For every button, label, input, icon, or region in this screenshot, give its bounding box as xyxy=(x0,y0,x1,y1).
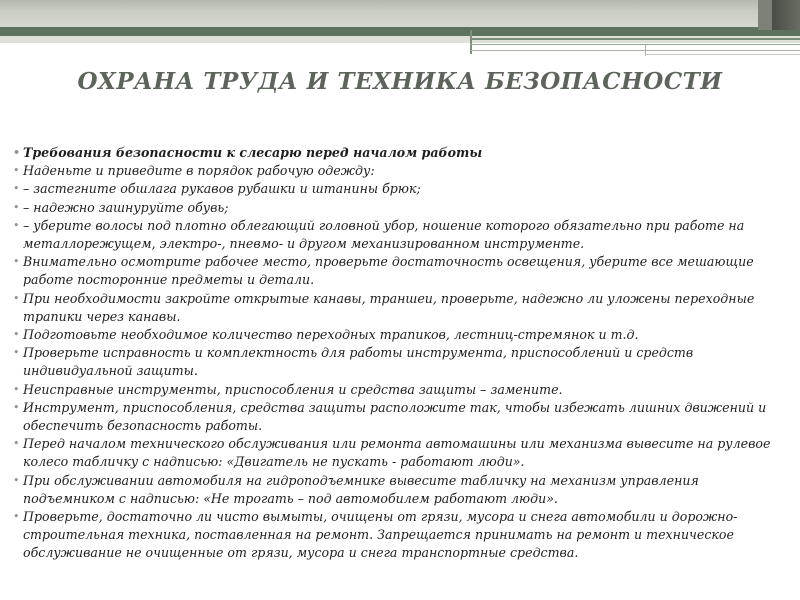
list-item xyxy=(13,144,783,162)
bullet-icon: • xyxy=(13,200,20,214)
header-band xyxy=(0,0,800,27)
bullet-icon: • xyxy=(13,473,20,487)
list-item xyxy=(13,472,783,508)
list-item xyxy=(13,508,783,563)
list-item-text: Инструмент, приспособления, средства защиты расположите так, чтобы избежать лишних движений и обеспечить безопасность работы. xyxy=(23,399,767,434)
bullet-icon: • xyxy=(13,218,20,232)
bullet-icon: • xyxy=(13,291,20,305)
list-item xyxy=(13,290,783,326)
bullet-icon: • xyxy=(13,328,20,342)
list-item-text: Проверьте исправность и комплектность для работы инструмента, приспособлений и средств индивидуальной защиты. xyxy=(23,345,694,379)
list-item xyxy=(13,162,783,180)
list-item-text: Требования безопасности к слесарю перед началом работы xyxy=(23,145,483,160)
decor-line xyxy=(470,50,800,51)
list-item-text: Внимательно осмотрите рабочее место, проверьте достаточность освещения, уберите все мешающие работе посторонние предметы и детали. xyxy=(23,254,754,288)
list-item-text: Неисправные инструменты, приспособления и средства защиты – замените. xyxy=(23,381,563,397)
list-item-text: При необходимости закройте открытые канавы, траншеи, проверьте, надежно ли уложены переходные трапики через канавы. xyxy=(23,290,755,324)
list-item xyxy=(13,253,783,289)
list-item-text: Проверьте, достаточно ли чисто вымыты, очищены от грязи, мусора и снега автомобили и дорожно-строительная техника, поставленная на ремонт. Запрещается принимать на ремонт и техническое обслуживание не очищенные от грязи, мусора и снега транспортные средства. xyxy=(23,509,738,561)
bullet-icon: • xyxy=(13,146,21,159)
list-item xyxy=(13,180,783,198)
list-item-text: При обслуживании автомобиля на гидроподъемнике вывесите табличку на механизм управления подъемником с надписью: «Не трогать – под автомобилем работают люди». xyxy=(23,472,699,506)
corner-decoration-dark xyxy=(772,0,800,30)
slide-title: ОХРАНА ТРУДА И ТЕХНИКА БЕЗОПАСНОСТИ xyxy=(77,68,723,95)
decor-line xyxy=(470,38,800,40)
decor-line xyxy=(645,54,800,55)
bullet-list xyxy=(13,144,783,563)
decor-line xyxy=(470,44,800,45)
bullet-icon: • xyxy=(13,437,20,451)
bullet-icon: • xyxy=(13,400,20,414)
corner-decoration xyxy=(758,0,772,30)
list-item-text: – надежно зашнуруйте обувь; xyxy=(23,199,229,215)
bullet-icon: • xyxy=(13,346,20,360)
header-accent-stripe xyxy=(0,27,800,36)
list-item-text: Подготовьте необходимое количество переходных трапиков, лестниц-стремянок и т.д. xyxy=(23,327,639,343)
list-item-text: Перед началом технического обслуживания или ремонта автомашины или механизма вывесите на рулевое колесо табличку с надписью: «Двигатель не пускать - работают люди». xyxy=(23,436,771,470)
bullet-icon: • xyxy=(13,255,20,269)
bullet-icon: • xyxy=(13,382,20,396)
list-item-text: Наденьте и приведите в порядок рабочую одежду: xyxy=(23,163,375,179)
list-item-text: – уберите волосы под плотно облегающий головной убор, ношение которого обязательно при работе на металлорежущем, электро-, пневмо- и другом механизированном инструменте. xyxy=(23,217,745,252)
list-item xyxy=(13,381,783,399)
list-item xyxy=(13,344,783,380)
list-item xyxy=(13,199,783,217)
bullet-icon: • xyxy=(13,182,20,196)
list-item xyxy=(13,326,783,344)
bullet-icon: • xyxy=(13,510,20,524)
list-item xyxy=(13,399,783,435)
list-item xyxy=(13,217,783,253)
list-item-text: – застегните обшлага рукавов рубашки и штанины брюк; xyxy=(23,181,421,197)
bullet-icon: • xyxy=(13,164,20,178)
list-item xyxy=(13,435,783,471)
